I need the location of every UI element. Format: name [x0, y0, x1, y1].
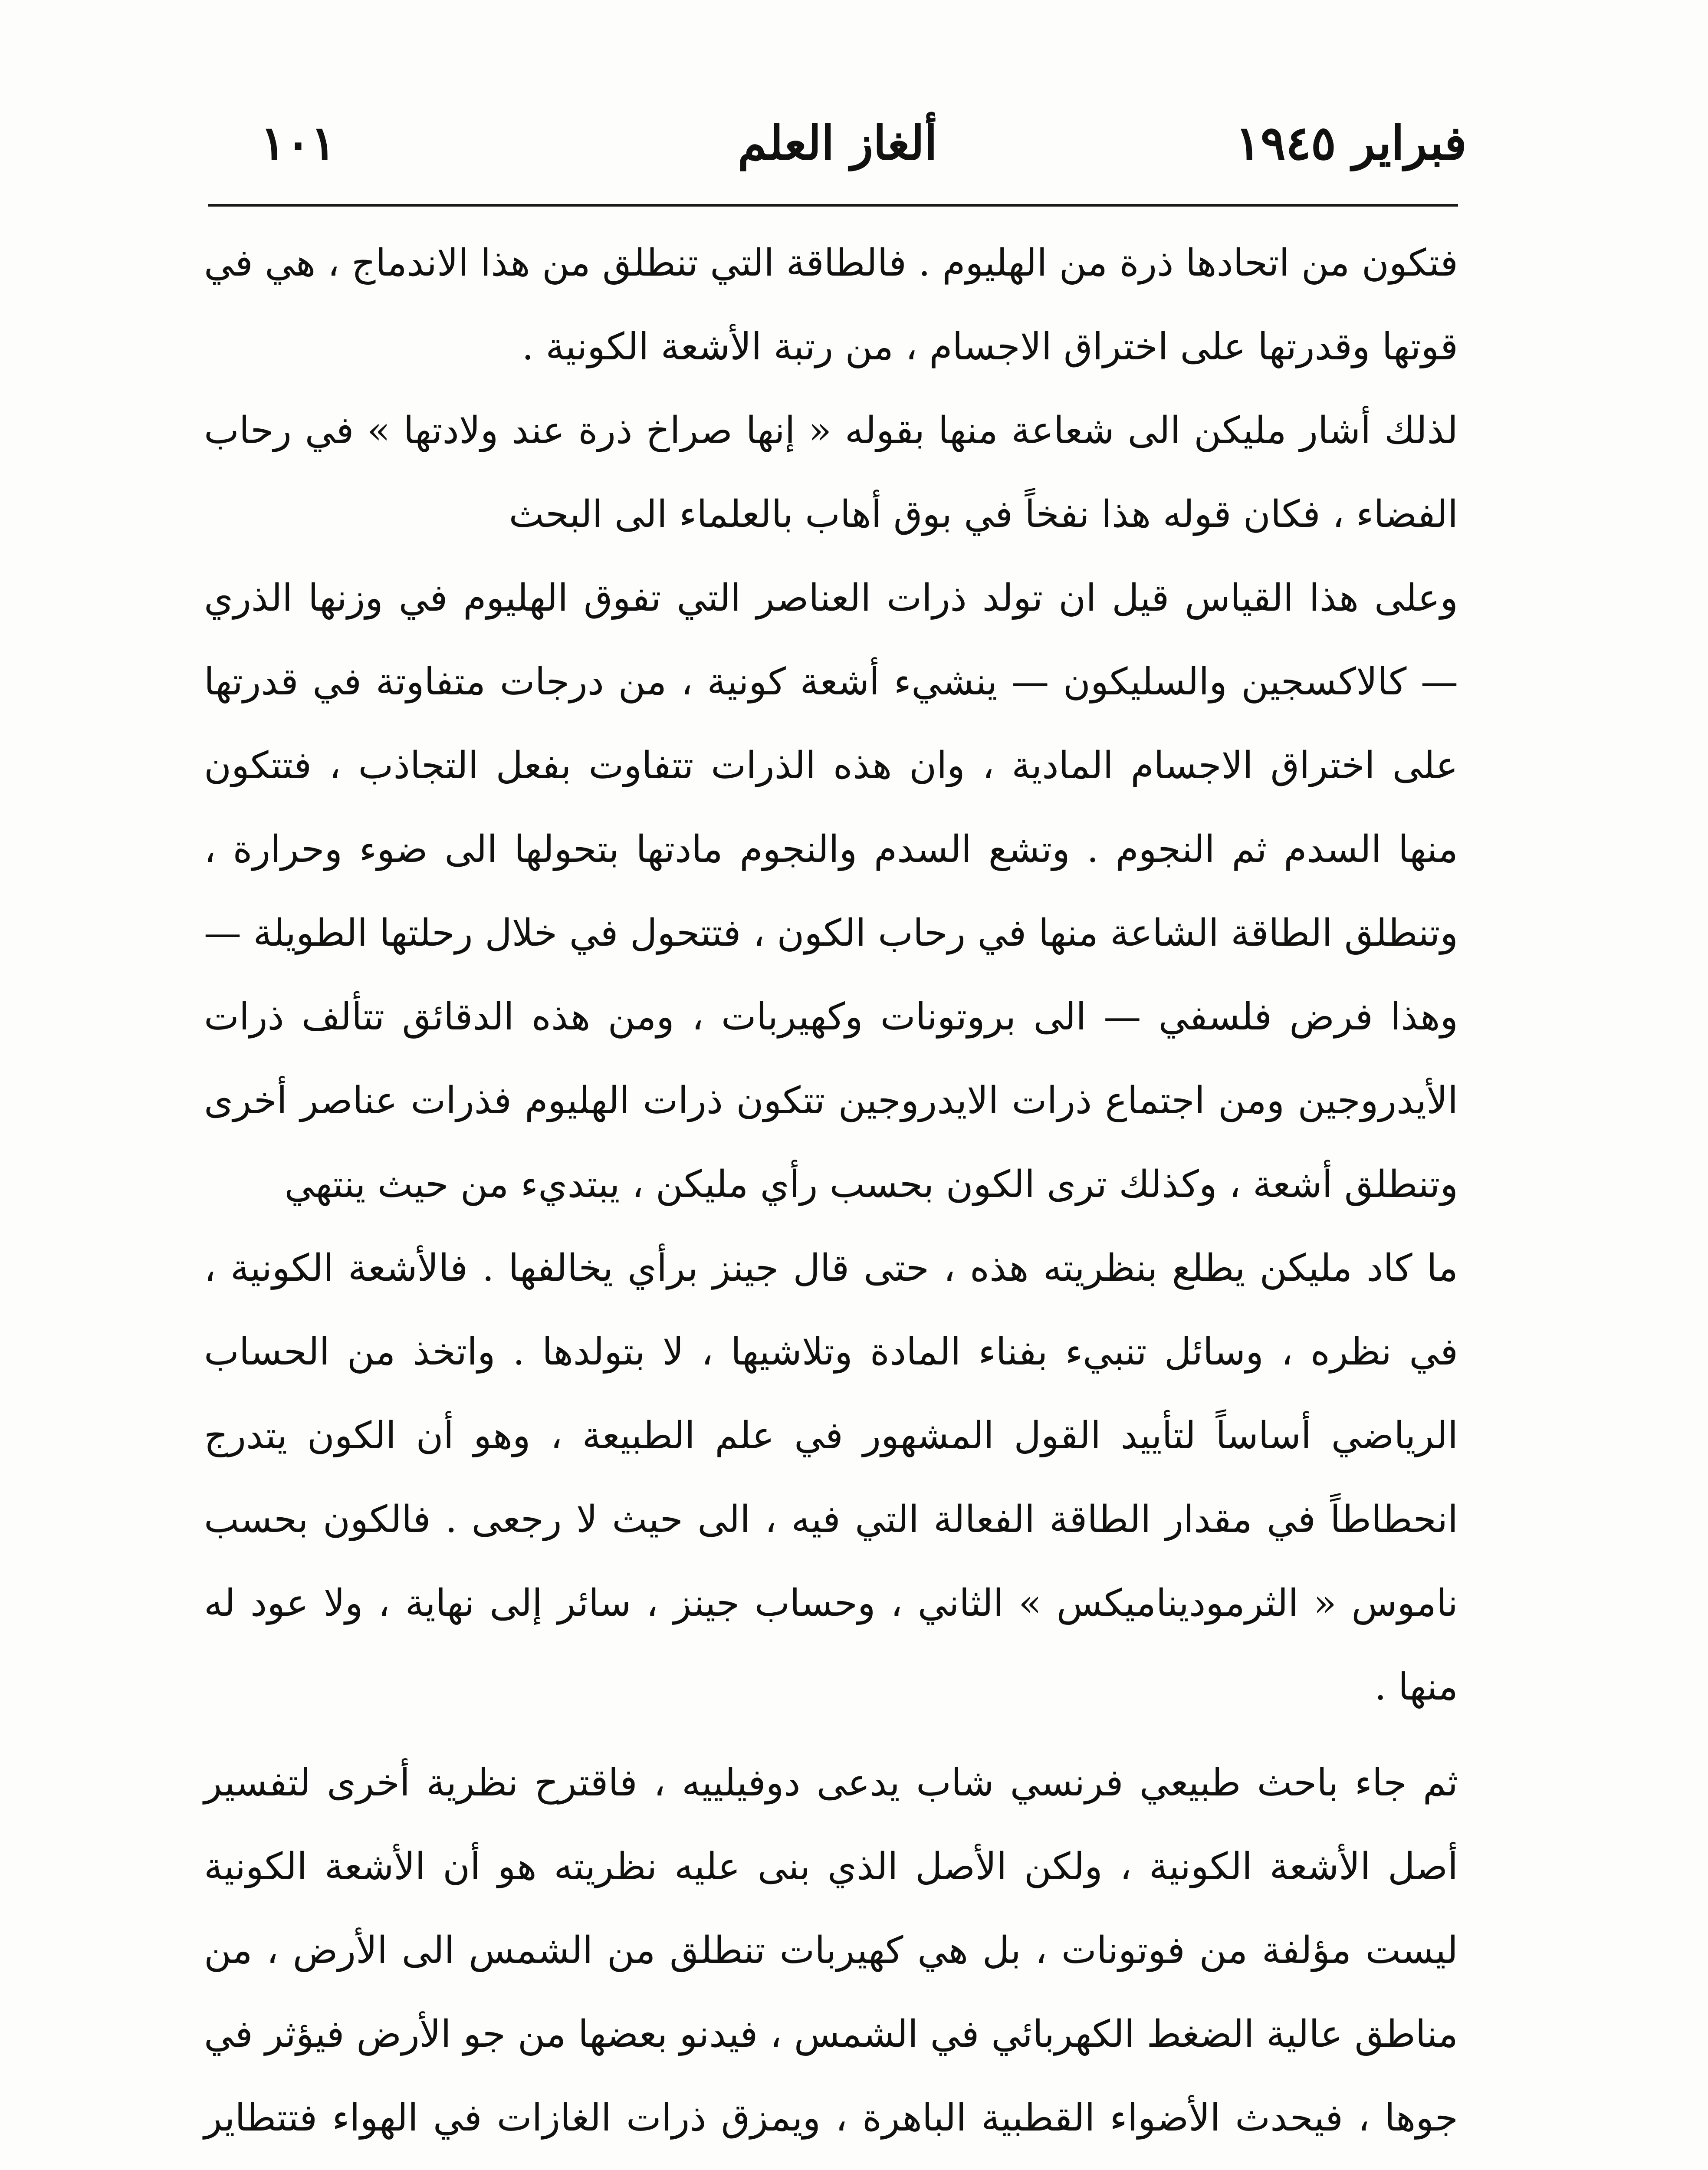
paragraph-1: فتكون من اتحادها ذرة من الهليوم . فالطاقة التي تنطلق من هذا الاندماج ، هي في قوتها وقدرتها على اختراق الاجسام ، من رتبة الأشعة الكونية .: [204, 241, 1458, 368]
header-divider: [208, 204, 1458, 207]
page-number: ١٠١: [260, 116, 336, 171]
issue-date: فبراير ١٩٤٥: [1235, 116, 1467, 171]
article-body: [204, 221, 1458, 2170]
section-title: ألغاز العلم: [737, 116, 938, 171]
paragraph-4: ما كاد مليكن يطلع بنظريته هذه ، حتى قال جينز برأي يخالفها . فالأشعة الكونية ، في نظره ، وسائل تنبيء بفناء المادة وتلاشيها ، لا بتولدها . واتخذ من الحساب الرياضي أساساً لتأييد القول المشهور في علم الطبيعة ، وهو أن الكون يتدرج انحطاطاً في مقدار الطاقة الفعالة التي فيه ، الى حيث لا رجعى . فالكون بحسب ناموس « الثرموديناميكس » الثاني ، وحساب جينز ، سائر إلى نهاية ، ولا عود له منها .: [204, 1246, 1458, 1709]
paragraph-2: لذلك أشار مليكن الى شعاعة منها بقوله « إنها صراخ ذرة عند ولادتها » في رحاب الفضاء ، فكان قوله هذا نفخاً في بوق أهاب بالعلماء الى البحث: [204, 409, 1458, 536]
paragraph-3: وعلى هذا القياس قيل ان تولد ذرات العناصر التي تفوق الهليوم في وزنها الذري — كالاكسجين والسليكون — ينشيء أشعة كونية ، من درجات متفاوتة في قدرتها على اختراق الاجسام المادية ، وان هذه الذرات تتفاوت بفعل التجاذب ، فتتكون منها السدم ثم النجوم . وتشع السدم والنجوم مادتها بتحولها الى ضوء وحرارة ، وتنطلق الطاقة الشاعة منها في رحاب الكون ، فتتحول في خلال رحلتها الطويلة — وهذا فرض فلسفي — الى بروتونات وكهيربات ، ومن هذه الدقائق تتألف ذرات الأيدروجين ومن اجتماع ذرات الايدروجين تتكون ذرات الهليوم فذرات عناصر أخرى وتنطلق أشعة ، وكذلك ترى الكون بحسب رأي مليكن ، يبتديء من حيث ينتهي: [204, 576, 1458, 1206]
paragraph-5: ثم جاء باحث طبيعي فرنسي شاب يدعى دوفيلييه ، فاقترح نظرية أخرى لتفسير أصل الأشعة الكونية ، ولكن الأصل الذي بنى عليه نظريته هو أن الأشعة الكونية ليست مؤلفة من فوتونات ، بل هي كهيربات تنطلق من الشمس الى الأرض ، من مناطق عالية الضغط الكهربائي في الشمس ، فيدنو بعضها من جو الأرض فيؤثر في جوها ، فيحدث الأضواء القطبية الباهرة ، ويمزق ذرات الغازات في الهواء فتتطاير: [204, 1761, 1458, 2140]
page-header: [208, 108, 1467, 187]
